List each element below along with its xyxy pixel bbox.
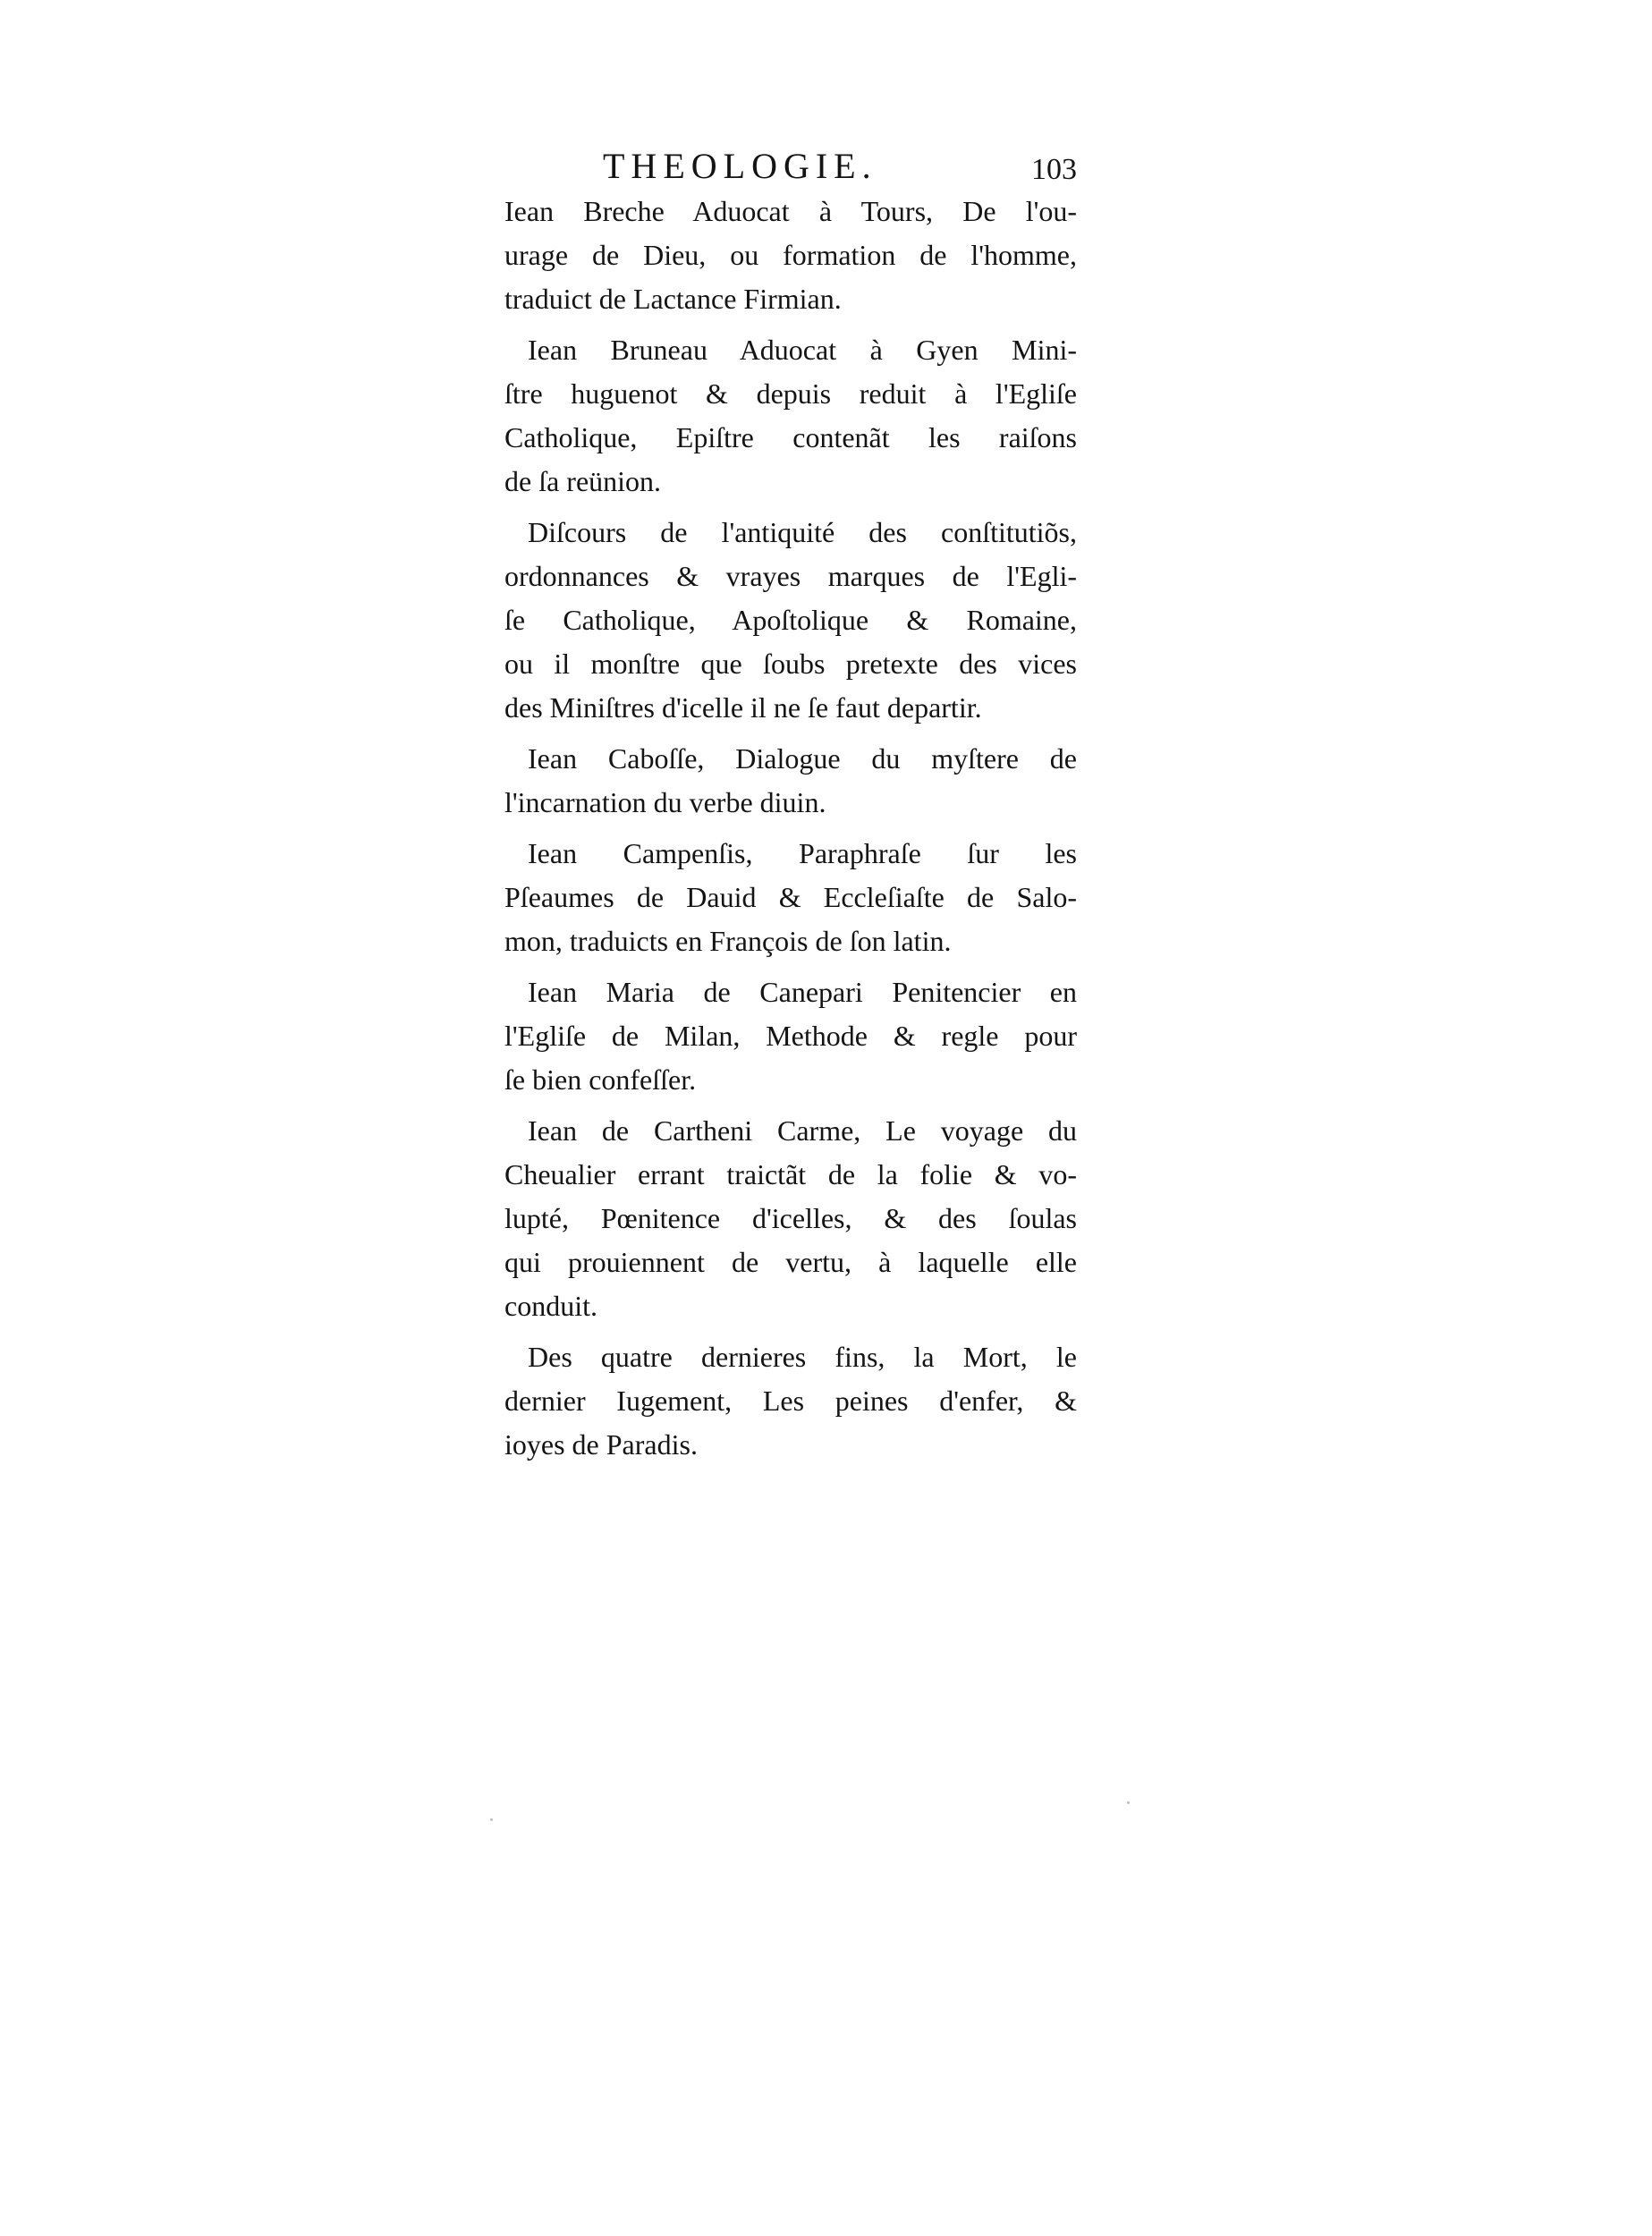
paper-speck [490,1818,493,1821]
entry-line: Iean Caboſſe, Dialogue du myſtere de [528,742,1077,775]
entry-line: Catholique, Epiſtre contenãt les raiſons [504,421,1077,453]
catalog-entry-cabosse [504,737,1077,825]
paper-speck [1127,1801,1130,1804]
entry-line: lupté, Pœnitence d'icelles, & des ſoulas [504,1202,1077,1234]
entry-line: Iean Maria de Canepari Penitencier en [528,976,1077,1008]
catalog-entry-canepari [504,970,1077,1102]
entry-line: Cheualier errant traictãt de la folie & vo- [504,1158,1077,1190]
entry-line: ioyes de Paradis. [504,1428,698,1461]
entry-line: l'incarnation du verbe diuin. [504,786,826,818]
entry-line: ſe bien confeſſer. [504,1063,697,1096]
entry-line: de ſa reünion. [504,465,662,497]
catalog-entry-bruneau [504,328,1077,504]
catalog-entry-discours [504,511,1077,730]
entry-line: Diſcours de l'antiquité des conſtitutiõs, [528,516,1077,548]
entry-line: Iean Breche Aduocat à Tours, De l'ou- [504,195,1077,227]
catalog-entry-quatre-fins [504,1335,1077,1467]
page-header [504,143,1077,190]
catalog-entry-cartheni [504,1109,1077,1328]
entry-line: ſtre huguenot & depuis reduit à l'Egliſe [504,377,1077,410]
entry-line: dernier Iugement, Les peines d'enfer, & [504,1385,1077,1417]
entry-line: l'Egliſe de Milan, Methode & regle pour [504,1020,1077,1052]
entry-line: urage de Dieu, ou formation de l'homme, [504,239,1077,271]
entry-line: conduit. [504,1290,597,1322]
entry-line: ordonnances & vrayes marques de l'Egli- [504,560,1077,592]
entry-line: qui prouiennent de vertu, à laquelle elle [504,1246,1077,1278]
entry-line: Des quatre dernieres fins, la Mort, le [528,1341,1077,1373]
entry-line: traduict de Lactance Firmian. [504,283,842,315]
entry-line: Pſeaumes de Dauid & Eccleſiaſte de Salo- [504,881,1077,913]
page-number: 103 [1031,153,1077,186]
entry-line: mon, traduicts en François de ſon latin. [504,925,952,957]
entry-line: Iean Campenſis, Paraphraſe ſur les [528,837,1077,869]
entry-line: ou il monſtre que ſoubs pretexte des vices [504,648,1077,680]
catalog-entry-breche [504,190,1077,321]
entry-line: Iean Bruneau Aduocat à Gyen Mini- [528,334,1077,366]
entry-line: ſe Catholique, Apoſtolique & Romaine, [504,604,1077,636]
catalog-entry-campensis [504,832,1077,963]
entry-line: des Miniſtres d'icelle il ne ſe faut departir. [504,691,982,724]
page-text-column [504,143,1077,1474]
running-title: THEOLOGIE. [603,146,877,186]
entry-line: Iean de Cartheni Carme, Le voyage du [528,1114,1077,1147]
